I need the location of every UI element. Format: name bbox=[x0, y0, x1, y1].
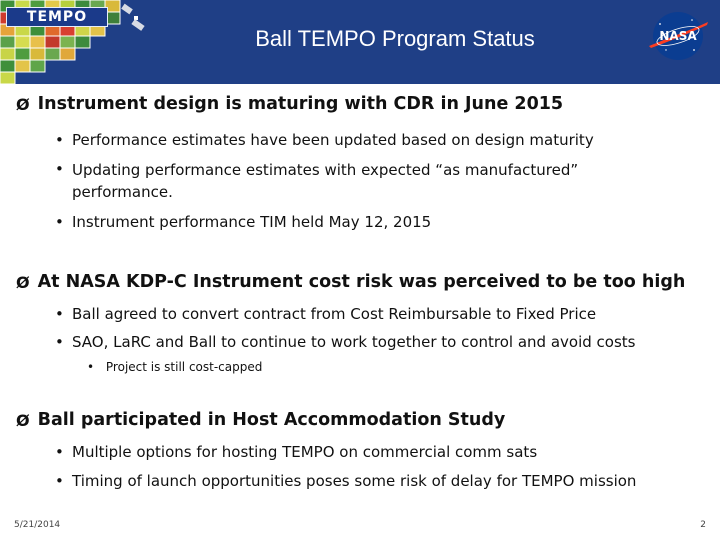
bullet-dot-icon: • bbox=[55, 160, 64, 178]
list-item-text: Instrument performance TIM held May 12, 2015 bbox=[72, 213, 432, 231]
list-item bbox=[55, 130, 594, 150]
list-item bbox=[55, 471, 636, 491]
list-item bbox=[55, 159, 635, 203]
list-item-text: SAO, LaRC and Ball to continue to work together to control and avoid costs bbox=[72, 333, 636, 351]
section-heading-cost bbox=[16, 272, 685, 292]
sub-list-item bbox=[87, 360, 262, 374]
nasa-logo-text: NASA bbox=[659, 29, 697, 43]
list-item-text: Ball agreed to convert contract from Cost Reimbursable to Fixed Price bbox=[72, 305, 597, 323]
section-heading-design bbox=[16, 94, 563, 114]
list-item-text: Updating performance estimates with expected “as manufactured” performance. bbox=[72, 161, 579, 201]
bullet-dot-icon: • bbox=[87, 360, 95, 374]
bullet-dot-icon: • bbox=[55, 305, 64, 323]
nasa-logo-icon bbox=[646, 10, 710, 62]
bullet-dot-icon: • bbox=[55, 472, 64, 490]
arrow-bullet-icon: Ø bbox=[16, 272, 30, 292]
list-item-text: Multiple options for hosting TEMPO on commercial comm sats bbox=[72, 443, 538, 461]
bullet-dot-icon: • bbox=[55, 131, 64, 149]
list-item bbox=[55, 304, 596, 324]
section-heading-text: Instrument design is maturing with CDR in June 2015 bbox=[37, 94, 564, 114]
list-item bbox=[55, 442, 537, 462]
bullet-dot-icon: • bbox=[55, 213, 64, 231]
list-item bbox=[55, 332, 635, 352]
footer-date: 5/21/2014 bbox=[14, 520, 61, 530]
bullet-dot-icon: • bbox=[55, 443, 64, 461]
list-item-text: Timing of launch opportunities poses some risk of delay for TEMPO mission bbox=[72, 472, 637, 490]
page-number: 2 bbox=[700, 520, 706, 530]
slide-title: Ball TEMPO Program Status bbox=[255, 26, 535, 51]
section-heading-hosting bbox=[16, 410, 505, 430]
slide-header bbox=[0, 0, 720, 84]
sub-list-item-text: Project is still cost-capped bbox=[105, 360, 263, 374]
bullet-dot-icon: • bbox=[55, 333, 64, 351]
section-heading-text: Ball participated in Host Accommodation Study bbox=[37, 410, 506, 430]
list-item bbox=[55, 212, 431, 232]
list-item-text: Performance estimates have been updated based on design maturity bbox=[72, 131, 594, 149]
arrow-bullet-icon: Ø bbox=[16, 410, 30, 430]
arrow-bullet-icon: Ø bbox=[16, 94, 30, 114]
tempo-logo-text: TEMPO bbox=[26, 9, 88, 25]
section-heading-text: At NASA KDP-C Instrument cost risk was perceived to be too high bbox=[37, 272, 686, 292]
tempo-logo bbox=[6, 7, 108, 27]
